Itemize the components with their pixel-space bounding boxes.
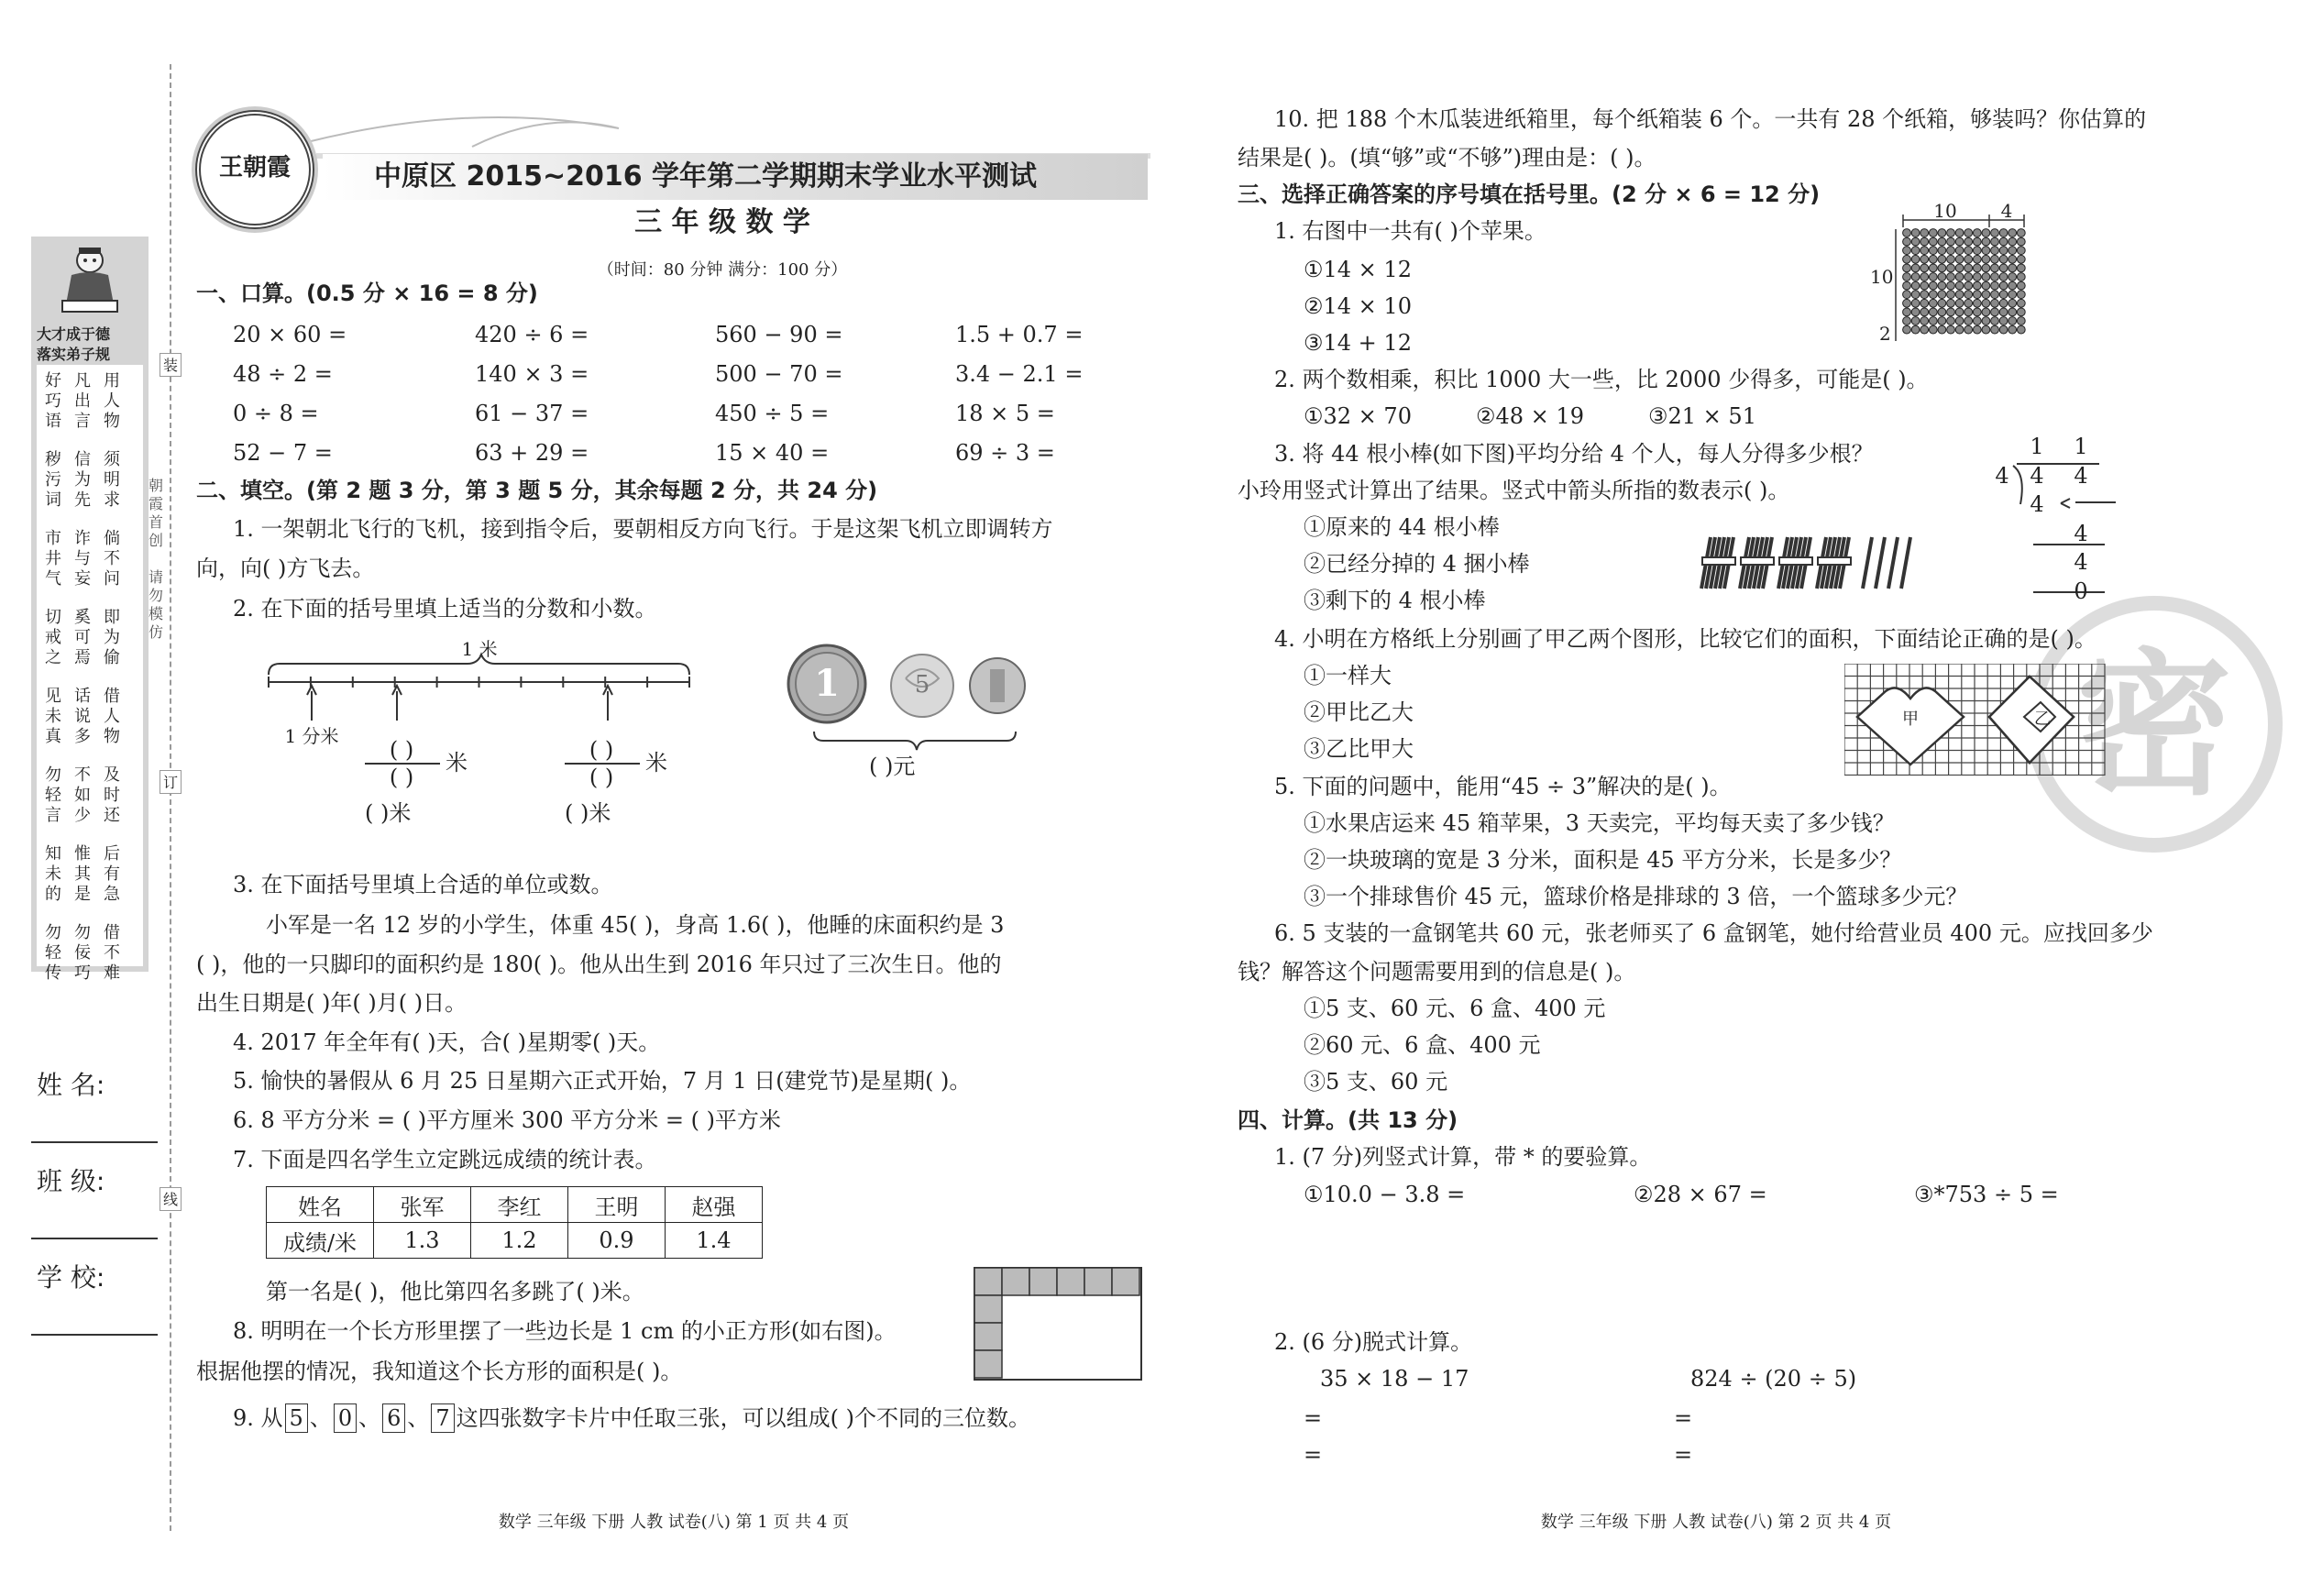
class-label: 班 级: (37, 1166, 105, 1196)
motto-verse: 市井气 (45, 529, 61, 589)
card-separator: 、 (407, 1405, 430, 1431)
oral-calc-item: 420 ÷ 6 = (475, 322, 589, 347)
long-jump-table (266, 1186, 763, 1259)
motto-verse: 及时还 (104, 765, 120, 825)
oral-calc-item: 18 × 5 = (955, 401, 1055, 426)
fold-mark-top: 装 (160, 353, 182, 377)
motto-verse: 即为偷 (104, 608, 120, 667)
brand-logo (195, 110, 314, 229)
div-step-4: 0 (2074, 578, 2088, 604)
section-3-title: 三、选择正确答案的序号填在括号里。(2 分 × 6 = 12 分) (1238, 182, 1821, 207)
s2-q6: 6. 8 平方分米 = ( )平方厘米 300 平方分米 = ( )平方米 (233, 1107, 781, 1133)
fraction-2-num: ( ) (589, 737, 614, 763)
apple-top-label-10: 10 (1933, 200, 1957, 222)
s3-q2: 2. 两个数相乘，积比 1000 大一些，比 2000 少得多，可能是( )。 (1274, 367, 1929, 392)
option-item: ③21 × 51 (1648, 403, 1756, 429)
s2-q9-line (233, 1403, 1030, 1434)
option-item: ③一个排球售价 45 元，篮球价格是排球的 3 倍，一个篮球多少元？ (1304, 884, 1968, 909)
motto-verse: 好巧语 (45, 371, 61, 431)
option-item: ③乙比甲大 (1304, 736, 1414, 762)
fold-mark-bottom: 线 (160, 1187, 182, 1211)
apple-top-label-4: 4 (2000, 200, 2013, 222)
card-separator: 、 (309, 1405, 332, 1431)
option-item: ②一块玻璃的宽是 3 分米，面积是 45 平方分米，长是多少？ (1304, 847, 1902, 873)
option-item: ①5 支、60 元、6 盒、400 元 (1304, 996, 1606, 1021)
long-division-diagram (1989, 429, 2118, 612)
side-note-2: 请勿模仿 (149, 568, 164, 641)
oral-calc-item: 3.4 − 2.1 = (955, 361, 1084, 387)
s3-q4: 4. 小明在方格纸上分别画了甲乙两个图形，比较它们的面积，下面结论正确的是( )。 (1274, 626, 2096, 652)
oral-calc-item: 560 − 90 = (715, 322, 843, 347)
oral-calc-item: 450 ÷ 5 = (715, 401, 830, 426)
brand-logo-text: 王朝霞 (218, 154, 292, 182)
q10-line1: 10. 把 188 个木瓜装进纸箱里，每个纸箱装 6 个。一共有 28 个纸箱，够装吗？你估算的 (1274, 106, 2147, 132)
left-footer: 数学 三年级 下册 人教 试卷(八) 第 1 页 共 4 页 (498, 1513, 850, 1532)
s2-q1-line1: 1. 一架朝北飞行的飞机，接到指令后，要朝相反方向飞行。于是这架飞机立即调转方 (233, 516, 1053, 542)
digit-card-6: 6 (382, 1403, 405, 1433)
digit-card-0: 0 (334, 1403, 357, 1433)
table-cell: 1.4 (666, 1223, 763, 1259)
div-step-2: 4 (2074, 521, 2088, 546)
scholar-figure-icon (59, 244, 121, 319)
s2-q4: 4. 2017 年全年有( )天，合( )星期零( )天。 (233, 1029, 661, 1055)
motto-verse: 须明求 (104, 450, 120, 510)
motto-verse: 勿轻言 (45, 765, 61, 825)
fraction-2-unit: 米 (645, 750, 667, 776)
s4-q1-item-2: ②28 × 67 = (1634, 1182, 1767, 1207)
table-header: 张军 (374, 1187, 471, 1223)
q10-line2: 结果是( )。(填“够”或“不够”)理由是：( )。 (1238, 145, 1656, 171)
option-item: ②60 元、6 盒、400 元 (1304, 1032, 1541, 1058)
apple-left-label-10: 10 (1870, 266, 1894, 288)
motto-verse: 借人物 (104, 687, 120, 746)
oral-calc-item: 61 − 37 = (475, 401, 589, 426)
div-quotient-1: 1 (2030, 434, 2044, 459)
motto-verse: 切戒之 (45, 608, 61, 667)
s3-q5: 5. 下面的问题中，能用“45 ÷ 3”解决的是( )。 (1274, 774, 1732, 799)
s4-q2-eq-1a: = (1304, 1405, 1323, 1431)
oral-calc-item: 69 ÷ 3 = (955, 440, 1055, 466)
motto-verse: 话说多 (74, 687, 91, 746)
table-cell: 成绩/米 (267, 1223, 374, 1259)
table-header: 赵强 (666, 1187, 763, 1223)
name-line (31, 1141, 158, 1143)
oral-calc-item: 63 + 29 = (475, 440, 589, 466)
s2-q9-suffix: 这四张数字卡片中任取三张，可以组成( )个不同的三位数。 (456, 1405, 1031, 1431)
s2-q7: 7. 下面是四名学生立定跳远成绩的统计表。 (233, 1147, 657, 1172)
fraction-1-num: ( ) (389, 737, 414, 763)
option-item: ③5 支、60 元 (1304, 1069, 1448, 1095)
oral-calc-item: 52 − 7 = (233, 440, 333, 466)
motto-verse: 倘不问 (104, 529, 120, 589)
table-cell: 0.9 (568, 1223, 666, 1259)
s2-q8-line2: 根据他摆的情况，我知道这个长方形的面积是( )。 (196, 1359, 683, 1384)
s3-q3-line1: 3. 将 44 根小棒(如下图)平均分给 4 个人，每人分得多少根？ (1274, 441, 1874, 467)
s4-q1-item-1: ①10.0 − 3.8 = (1304, 1182, 1466, 1207)
s2-q3-line2: ( )，他的一只脚印的面积约是 180( )。他从出生到 2016 年只过了三次生日。他的 (196, 952, 1002, 977)
div-quotient-2: 1 (2074, 434, 2088, 459)
s3-q6-line2: 钱？解答这个问题需要用到的信息是( )。 (1238, 959, 1636, 985)
fraction-1-den: ( ) (389, 765, 414, 790)
oral-calc-item: 140 × 3 = (475, 361, 589, 387)
s2-q3-line3: 出生日期是( )年( )月( )日。 (196, 990, 468, 1016)
motto-verse: 秽污词 (45, 450, 61, 510)
div-step-3: 4 (2074, 549, 2088, 575)
s2-q7-answer: 第一名是( )，他比第四名多跳了( )米。 (266, 1279, 644, 1304)
motto-verse: 不如少 (74, 765, 91, 825)
rectangle-squares-diagram (974, 1267, 1142, 1381)
s4-q2-expr-1: 35 × 18 − 17 (1320, 1366, 1469, 1392)
oral-calc-item: 0 ÷ 8 = (233, 401, 319, 426)
coin-1-label: 1 (814, 662, 840, 705)
fold-mark-mid: 订 (160, 770, 182, 794)
shape-b-label: 乙 (2034, 710, 2051, 729)
motto-1: 大才成于德 (37, 325, 111, 343)
s2-q8-line1: 8. 明明在一个长方形里摆了一些边长是 1 cm 的小正方形(如右图)。 (233, 1318, 897, 1344)
exam-info: （时间：80 分钟 满分：100 分） (597, 260, 848, 280)
school-label: 学 校: (37, 1262, 105, 1293)
exam-title: 中原区 2015~2016 学年第二学期期末学业水平测试 (374, 160, 1038, 193)
s2-q5: 5. 愉快的暑假从 6 月 25 日星期六正式开始，7 月 1 日(建党节)是星期( )。 (233, 1068, 972, 1094)
area-grid-diagram (1844, 664, 2107, 776)
oral-calc-item: 1.5 + 0.7 = (955, 322, 1084, 347)
exam-subject: 三 年 级 数 学 (634, 206, 810, 238)
class-line (31, 1238, 158, 1239)
option-item: ②48 × 19 (1476, 403, 1584, 429)
option-item: ①14 × 12 (1304, 257, 1412, 282)
motto-verse: 奚可焉 (74, 608, 91, 667)
option-item: ①32 × 70 (1304, 403, 1412, 429)
card-separator: 、 (358, 1405, 381, 1431)
s4-q2-expr-2: 824 ÷ (20 ÷ 5) (1690, 1366, 1857, 1392)
option-item: ①原来的 44 根小棒 (1304, 514, 1500, 540)
motto-verse: 用人物 (104, 371, 120, 431)
section-4-title: 四、计算。(共 13 分) (1238, 1107, 1458, 1133)
motto-verse: 凡出言 (74, 371, 91, 431)
table-cell: 1.3 (374, 1223, 471, 1259)
motto-verse: 勿轻传 (45, 923, 61, 983)
decimal-1: ( )米 (365, 800, 412, 826)
motto-verse: 信为先 (74, 450, 91, 510)
s2-q1-line2: 向，向( )方飞去。 (196, 556, 375, 581)
s4-q2: 2. (6 分)脱式计算。 (1274, 1329, 1473, 1355)
div-divisor: 4 (1995, 463, 2009, 489)
name-label: 姓 名: (37, 1070, 105, 1100)
s3-q6-line1: 6. 5 支装的一盒钢笔共 60 元，张老师买了 6 盒钢笔，她付给营业员 400 元。应找回多少 (1274, 920, 2153, 946)
motto-verse: 勿佞巧 (74, 923, 91, 983)
table-row (267, 1223, 763, 1259)
s2-q9-prefix: 9. 从 (233, 1405, 283, 1431)
ruler-left-label: 1 分米 (284, 725, 339, 747)
s3-q3-line2: 小玲用竖式计算出了结果。竖式中箭头所指的数表示( )。 (1238, 478, 1790, 503)
table-header: 王明 (568, 1187, 666, 1223)
right-footer: 数学 三年级 下册 人教 试卷(八) 第 2 页 共 4 页 (1540, 1513, 1892, 1532)
table-header: 李红 (471, 1187, 568, 1223)
option-item: ③剩下的 4 根小棒 (1304, 588, 1486, 613)
decimal-2: ( )米 (565, 800, 611, 826)
fraction-2-den: ( ) (589, 765, 614, 790)
option-item: ②甲比乙大 (1304, 699, 1414, 725)
oral-calc-item: 500 − 70 = (715, 361, 843, 387)
oral-calc-item: 20 × 60 = (233, 322, 347, 347)
motto-verse: 借不难 (104, 923, 120, 983)
option-item: ①一样大 (1304, 663, 1392, 688)
stick-bundles-diagram (1698, 534, 1914, 592)
s4-q2-eq-1b: = (1304, 1442, 1323, 1468)
shape-a-label: 甲 (1902, 710, 1919, 729)
oral-calc-item: 48 ÷ 2 = (233, 361, 333, 387)
apple-left-label-2: 2 (1879, 323, 1891, 345)
table-header: 姓名 (267, 1187, 374, 1223)
oral-calc-item: 15 × 40 = (715, 440, 830, 466)
binding-dashed-line (170, 64, 171, 1531)
div-step-1: 4 (2030, 491, 2044, 517)
s2-q3-line1: 小军是一名 12 岁的小学生，体重 45( )，身高 1.6( )，他睡的床面积约是 3 (266, 912, 1005, 938)
section-1-title: 一、口算。(0.5 分 × 16 = 8 分) (196, 281, 538, 306)
div-dividend-1: 4 (2030, 463, 2044, 489)
section-2-title: 二、填空。(第 2 题 3 分，第 3 题 5 分，其余每题 2 分，共 24 分) (196, 478, 878, 503)
option-item: ①水果店运来 45 箱苹果，3 天卖完，平均每天卖了多少钱？ (1304, 810, 1895, 836)
motto-verse: 诈与妄 (74, 529, 91, 589)
digit-card-5: 5 (285, 1403, 308, 1433)
seal-stamp-text: 密 (2075, 633, 2233, 817)
ruler-top-label: 1 米 (461, 638, 498, 660)
s4-q2-eq-2a: = (1674, 1405, 1693, 1431)
motto-verse: 后有急 (104, 844, 120, 904)
school-line (31, 1334, 158, 1336)
digit-card-7: 7 (431, 1403, 454, 1433)
side-note-1: 朝霞首创 (149, 477, 164, 549)
div-dividend-2: 4 (2074, 463, 2088, 489)
s3-q1: 1. 右图中一共有( )个苹果。 (1274, 218, 1546, 244)
coin-answer: ( )元 (869, 754, 916, 779)
motto-verse: 知未的 (45, 844, 61, 904)
s4-q2-eq-2b: = (1674, 1442, 1693, 1468)
motto-2: 落实弟子规 (37, 346, 111, 363)
s4-q1-item-3: ③*753 ÷ 5 = (1914, 1182, 2059, 1207)
option-item: ②已经分掉的 4 捆小棒 (1304, 551, 1530, 577)
motto-verse: 惟其是 (74, 844, 91, 904)
apple-grid-diagram (1888, 209, 2035, 347)
option-item: ②14 × 10 (1304, 293, 1412, 319)
table-head-row (267, 1187, 763, 1223)
s2-q3: 3. 在下面括号里填上合适的单位或数。 (233, 872, 613, 897)
s2-q2: 2. 在下面的括号里填上适当的分数和小数。 (233, 596, 657, 622)
fraction-1-unit: 米 (446, 750, 468, 776)
table-cell: 1.2 (471, 1223, 568, 1259)
motto-verse: 见未真 (45, 687, 61, 746)
coin-2-label: 5 (914, 671, 930, 699)
option-item: ③14 + 12 (1304, 330, 1412, 356)
s4-q1: 1. (7 分)列竖式计算，带 * 的要验算。 (1274, 1144, 1652, 1170)
